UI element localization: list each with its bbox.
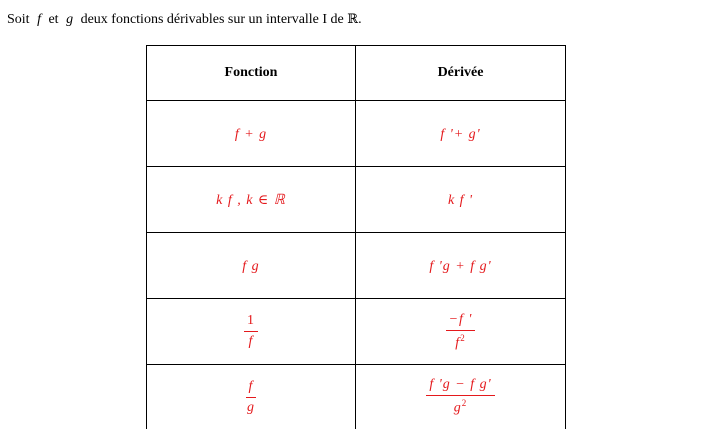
table-row <box>147 365 566 430</box>
header-fonction: Fonction <box>147 46 356 101</box>
intro-reals-symbol: ℝ <box>347 12 359 27</box>
fraction-numerator: 1 <box>244 313 258 332</box>
formula-quotient-derivative <box>426 377 494 417</box>
formula-scalar: k f , k ∈ ℝ <box>216 192 286 208</box>
formula-inverse-derivative <box>446 312 476 352</box>
formula-product-derivative: f 'g + f g' <box>429 258 492 274</box>
fraction-denominator <box>452 331 468 352</box>
formula-product: f g <box>242 258 260 274</box>
cell-derivee <box>356 365 566 430</box>
header-derivee: Dérivée <box>356 46 566 101</box>
denominator-exponent: 2 <box>461 398 468 409</box>
intro-prefix: Soit <box>7 12 30 27</box>
intro-f: f <box>37 12 41 27</box>
cell-fonction <box>147 299 356 365</box>
cell-fonction <box>147 167 356 233</box>
cell-derivee <box>356 167 566 233</box>
cell-derivee <box>356 233 566 299</box>
cell-derivee <box>356 101 566 167</box>
intro-sentence <box>7 12 362 28</box>
intro-et: et <box>48 12 59 27</box>
formula-inverse <box>244 313 258 350</box>
cell-fonction <box>147 365 356 430</box>
denominator-base: f <box>455 335 461 351</box>
denominator-exponent: 2 <box>460 332 466 343</box>
fraction-denominator: f <box>248 334 254 349</box>
table-row <box>147 167 566 233</box>
derivatives-table <box>146 45 566 429</box>
table-header-row <box>147 46 566 101</box>
intro-end: . <box>358 12 362 27</box>
fraction-numerator: f <box>246 379 257 398</box>
formula-scalar-derivative: k f ' <box>447 192 474 208</box>
table-row <box>147 233 566 299</box>
fraction-denominator: g <box>247 399 255 415</box>
fraction-denominator <box>451 396 471 417</box>
formula-sum: f + g <box>234 126 268 142</box>
fraction-numerator: −f ' <box>446 312 476 331</box>
cell-fonction <box>147 233 356 299</box>
cell-derivee <box>356 299 566 365</box>
intro-g: g <box>66 12 74 27</box>
formula-quotient <box>244 379 258 416</box>
fraction-numerator: f 'g − f g' <box>426 377 494 396</box>
table-row <box>147 101 566 167</box>
cell-fonction <box>147 101 356 167</box>
denominator-base: g <box>453 400 462 416</box>
intro-middle: deux fonctions dérivables sur un intervalle I de <box>80 12 344 27</box>
table-row <box>147 299 566 365</box>
formula-sum-derivative: f '+ g' <box>440 126 481 142</box>
